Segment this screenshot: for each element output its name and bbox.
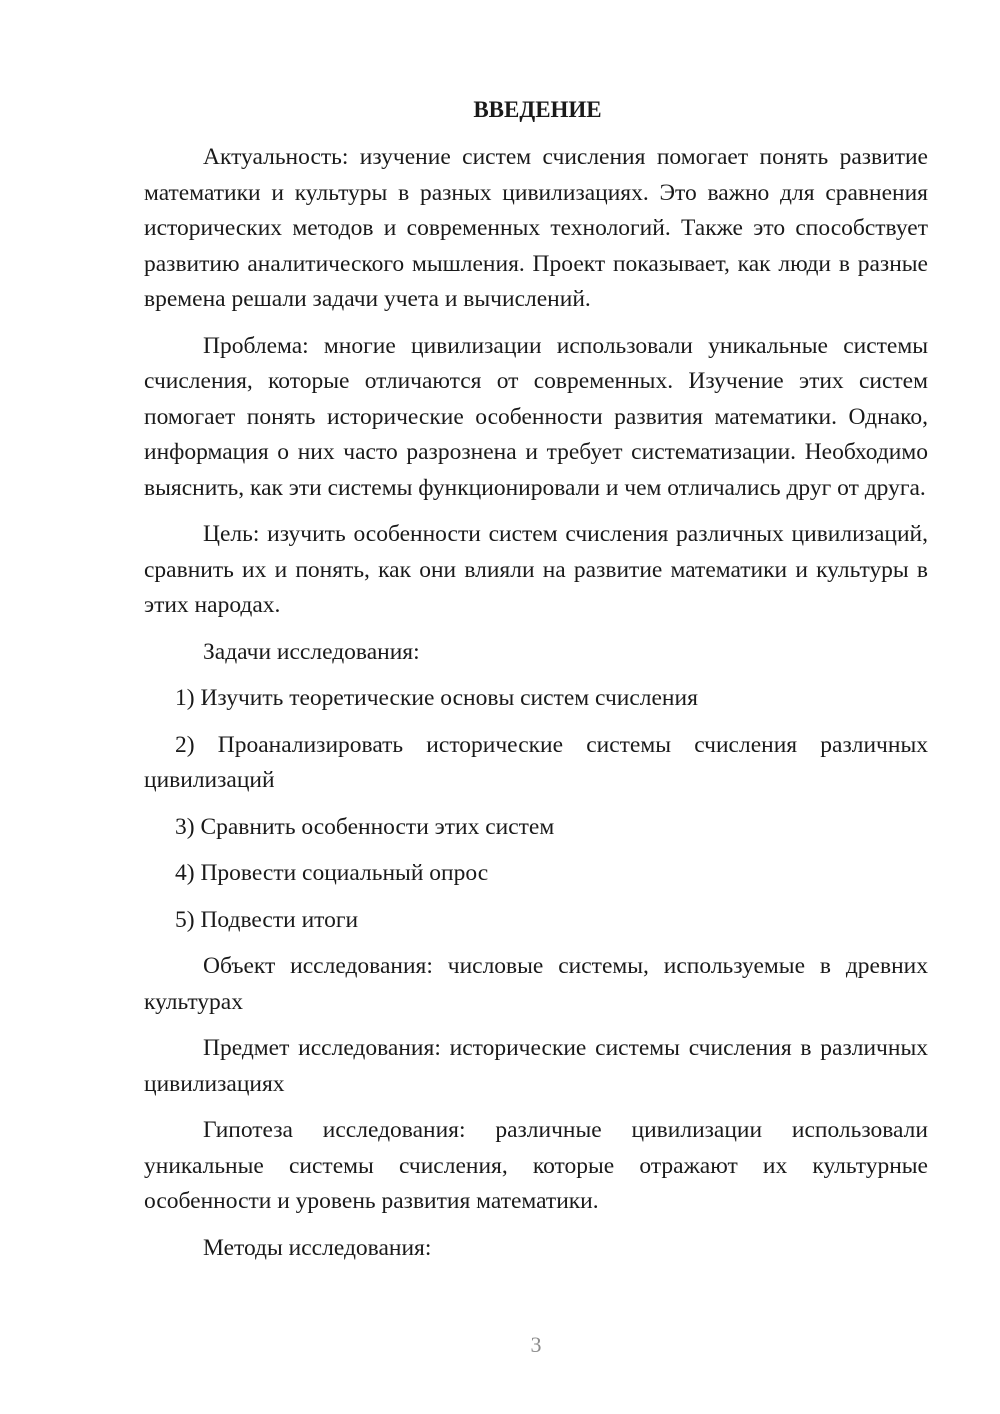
- tasks-heading: Задачи исследования:: [203, 638, 420, 665]
- methods-heading: Методы исследования:: [203, 1234, 432, 1261]
- task-item-1: 1) Изучить теоретические основы систем счисления: [175, 685, 698, 711]
- paragraph-goal: Цель: изучить особенности систем счисления различных цивилизаций, сравнить их и понять, как они влияли на развитие математики и культуры в этих народах.: [144, 521, 928, 618]
- page-content: [144, 92, 928, 1277]
- paragraph-problem: Проблема: многие цивилизации использовали уникальные системы счисления, которые отличаются от современных. Изучение этих систем помогает понять исторические особенности развития математики. Однако, информация о них часто разрознена и требует систематизации. Необходимо выяснить, как эти системы функционировали и чем отличались друг от друга.: [144, 332, 928, 501]
- paragraph-object: Объект исследования: числовые системы, используемые в древних культурах: [144, 953, 928, 1015]
- page-title: ВВЕДЕНИЕ: [473, 97, 602, 122]
- task-item-2: 2) Проанализировать исторические системы счисления различных цивилизаций: [144, 731, 928, 793]
- paragraph-subject: Предмет исследования: исторические системы счисления в различных цивилизациях: [144, 1035, 928, 1097]
- page-number: 3: [530, 1332, 542, 1357]
- paragraph-hypothesis: Гипотеза исследования: различные цивилизации использовали уникальные системы счисления, которые отражают их культурные особенности и уровень развития математики.: [144, 1117, 928, 1214]
- task-item-5: 5) Подвести итоги: [175, 906, 359, 933]
- task-item-4: 4) Провести социальный опрос: [175, 860, 489, 886]
- paragraph-relevance: Актуальность: изучение систем счисления помогает понять развитие математики и культуры в разных цивилизациях. Это важно для сравнения исторических методов и современных технологий. Также это способствует развитию аналитического мышления. Проект показывает, как люди в разные времена решали задачи учета и вычислений.: [144, 144, 928, 312]
- task-item-3: 3) Сравнить особенности этих систем: [175, 813, 555, 840]
